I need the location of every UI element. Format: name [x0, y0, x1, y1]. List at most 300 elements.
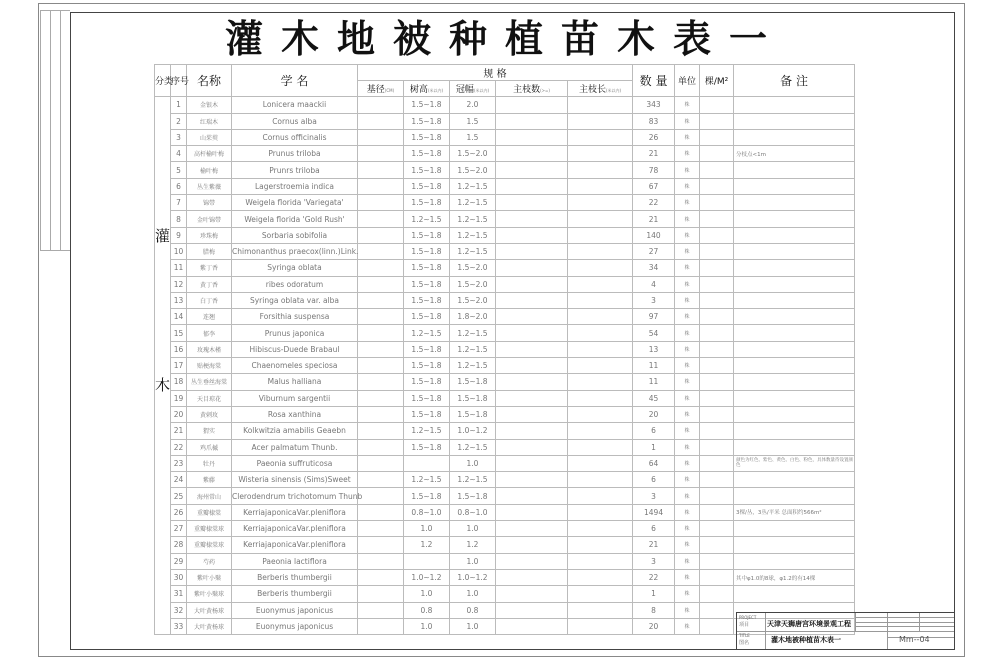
remark-cell: [734, 423, 855, 439]
quantity-cell: 26: [633, 129, 675, 145]
serial-cell: 2: [171, 113, 187, 129]
quantity-cell: 22: [633, 569, 675, 585]
name-cell: 重瓣棣棠: [187, 504, 232, 520]
header-branches: 主枝数(>=): [496, 81, 568, 97]
crown-cell: 1.0: [450, 553, 496, 569]
density-cell: [700, 586, 734, 602]
scientific-name-cell: Sorbaria sobifolia: [232, 227, 358, 243]
diameter-cell: [358, 227, 404, 243]
quantity-cell: 1: [633, 586, 675, 602]
branch-length-cell: [568, 423, 633, 439]
table-row: [155, 292, 855, 308]
serial-cell: 14: [171, 309, 187, 325]
unit-cell: 株: [675, 260, 700, 276]
branch-length-cell: [568, 227, 633, 243]
height-cell: 1.5~1.8: [404, 162, 450, 178]
branch-length-cell: [568, 97, 633, 113]
name-cell: 牡丹: [187, 455, 232, 471]
diameter-cell: [358, 113, 404, 129]
remark-cell: [734, 113, 855, 129]
binding-strip: [40, 10, 70, 250]
density-cell: [700, 243, 734, 259]
unit-cell: 株: [675, 113, 700, 129]
serial-cell: 21: [171, 423, 187, 439]
density-cell: [700, 178, 734, 194]
drawing-number: Mm--04: [899, 635, 930, 644]
density-cell: [700, 195, 734, 211]
height-cell: 1.5~1.8: [404, 358, 450, 374]
branch-length-cell: [568, 129, 633, 145]
height-cell: 1.5~1.8: [404, 243, 450, 259]
remark-cell: 3棵/丛，3丛/平米 总面积约566m²: [734, 504, 855, 520]
crown-cell: 1.2~1.5: [450, 211, 496, 227]
drawing-name: 灌木地被种植苗木表一: [771, 636, 841, 644]
density-cell: [700, 227, 734, 243]
density-cell: [700, 602, 734, 618]
scientific-name-cell: Clerodendrum trichotomum Thunb: [232, 488, 358, 504]
unit-cell: 株: [675, 358, 700, 374]
name-cell: 紫丁香: [187, 260, 232, 276]
serial-cell: 10: [171, 243, 187, 259]
quantity-cell: 343: [633, 97, 675, 113]
serial-cell: 23: [171, 455, 187, 471]
unit-cell: 株: [675, 602, 700, 618]
header-category: 分类: [155, 65, 171, 97]
header-unit: 单位: [675, 65, 700, 97]
table-row: [155, 341, 855, 357]
serial-cell: 32: [171, 602, 187, 618]
serial-cell: 17: [171, 358, 187, 374]
unit-cell: 株: [675, 472, 700, 488]
diameter-cell: [358, 195, 404, 211]
table-row: [155, 260, 855, 276]
diameter-cell: [358, 374, 404, 390]
table-row: [155, 569, 855, 585]
branches-cell: [496, 341, 568, 357]
remark-cell: [734, 276, 855, 292]
height-cell: 1.5~1.8: [404, 146, 450, 162]
name-cell: 金银木: [187, 97, 232, 113]
scientific-name-cell: Cornus alba: [232, 113, 358, 129]
diameter-cell: [358, 358, 404, 374]
table-row: [155, 162, 855, 178]
scientific-name-cell: Syringa oblata: [232, 260, 358, 276]
branches-cell: [496, 358, 568, 374]
density-cell: [700, 260, 734, 276]
table-row: [155, 309, 855, 325]
branch-length-cell: [568, 439, 633, 455]
quantity-cell: 3: [633, 488, 675, 504]
table-row: [155, 276, 855, 292]
branches-cell: [496, 406, 568, 422]
table-row: [155, 325, 855, 341]
diameter-cell: [358, 97, 404, 113]
height-cell: 1.5~1.8: [404, 97, 450, 113]
scientific-name-cell: KerriajaponicaVar.pleniflora: [232, 537, 358, 553]
quantity-cell: 54: [633, 325, 675, 341]
header-quantity: 数 量: [633, 65, 675, 97]
scientific-name-cell: Wisteria sinensis (Sims)Sweet: [232, 472, 358, 488]
branches-cell: [496, 472, 568, 488]
height-cell: 1.0: [404, 618, 450, 634]
scientific-name-cell: Cornus officinalis: [232, 129, 358, 145]
serial-cell: 4: [171, 146, 187, 162]
table-row: [155, 146, 855, 162]
diameter-cell: [358, 521, 404, 537]
remark-cell: [734, 162, 855, 178]
crown-cell: 1.2~1.5: [450, 341, 496, 357]
branches-cell: [496, 569, 568, 585]
diameter-cell: [358, 439, 404, 455]
branch-length-cell: [568, 146, 633, 162]
branches-cell: [496, 423, 568, 439]
crown-cell: 1.2~1.5: [450, 243, 496, 259]
name-cell: 丛生垂丝海棠: [187, 374, 232, 390]
quantity-cell: 21: [633, 211, 675, 227]
quantity-cell: 34: [633, 260, 675, 276]
density-cell: [700, 341, 734, 357]
unit-cell: 株: [675, 504, 700, 520]
table-row: [155, 439, 855, 455]
density-cell: [700, 146, 734, 162]
title-label: 图名: [739, 640, 750, 646]
unit-cell: 株: [675, 97, 700, 113]
table-row: [155, 488, 855, 504]
table-row: [155, 195, 855, 211]
scientific-name-cell: Weigela florida 'Variegata': [232, 195, 358, 211]
branches-cell: [496, 586, 568, 602]
remark-cell: [734, 178, 855, 194]
branch-length-cell: [568, 243, 633, 259]
unit-cell: 株: [675, 488, 700, 504]
branch-length-cell: [568, 537, 633, 553]
remark-cell: [734, 260, 855, 276]
height-cell: 1.2~1.5: [404, 211, 450, 227]
scientific-name-cell: Chaenomeles speciosa: [232, 358, 358, 374]
header-branch-length: 主枝长(米以内): [568, 81, 633, 97]
plant-table: [154, 64, 855, 635]
quantity-cell: 1: [633, 439, 675, 455]
crown-cell: 1.5: [450, 129, 496, 145]
unit-cell: 株: [675, 178, 700, 194]
branch-length-cell: [568, 358, 633, 374]
height-cell: 1.0: [404, 586, 450, 602]
name-cell: 大叶黄杨球: [187, 602, 232, 618]
unit-cell: 株: [675, 521, 700, 537]
remark-cell: [734, 374, 855, 390]
crown-cell: 1.0: [450, 521, 496, 537]
remark-cell: 其中φ1.0的8球，φ1.2的有14棵: [734, 569, 855, 585]
branches-cell: [496, 162, 568, 178]
name-cell: 连翘: [187, 309, 232, 325]
diameter-cell: [358, 618, 404, 634]
serial-cell: 1: [171, 97, 187, 113]
scientific-name-cell: Prunus japonica: [232, 325, 358, 341]
quantity-cell: 67: [633, 178, 675, 194]
crown-cell: 1.0~1.2: [450, 569, 496, 585]
name-cell: 红瑞木: [187, 113, 232, 129]
diameter-cell: [358, 178, 404, 194]
unit-cell: 株: [675, 537, 700, 553]
crown-cell: 2.0: [450, 97, 496, 113]
density-cell: [700, 292, 734, 308]
remark-cell: [734, 243, 855, 259]
serial-cell: 13: [171, 292, 187, 308]
table-row: [155, 97, 855, 113]
height-cell: 1.5~1.8: [404, 227, 450, 243]
header-remark: 备 注: [734, 65, 855, 97]
branches-cell: [496, 390, 568, 406]
serial-cell: 6: [171, 178, 187, 194]
crown-cell: 1.5: [450, 113, 496, 129]
scientific-name-cell: Lagerstroemia indica: [232, 178, 358, 194]
branches-cell: [496, 325, 568, 341]
scientific-name-cell: Euonymus japonicus: [232, 602, 358, 618]
table-row: [155, 406, 855, 422]
serial-cell: 7: [171, 195, 187, 211]
branches-cell: [496, 374, 568, 390]
title-block: [736, 612, 954, 649]
quantity-cell: 20: [633, 618, 675, 634]
scientific-name-cell: Berberis thumbergii: [232, 569, 358, 585]
height-cell: 1.5~1.8: [404, 276, 450, 292]
diameter-cell: [358, 260, 404, 276]
scientific-name-cell: Viburnum sargentii: [232, 390, 358, 406]
density-cell: [700, 390, 734, 406]
unit-cell: 株: [675, 211, 700, 227]
branches-cell: [496, 195, 568, 211]
branch-length-cell: [568, 309, 633, 325]
diameter-cell: [358, 455, 404, 471]
height-cell: 1.0~1.2: [404, 569, 450, 585]
diameter-cell: [358, 504, 404, 520]
quantity-cell: 64: [633, 455, 675, 471]
quantity-cell: 21: [633, 146, 675, 162]
serial-cell: 5: [171, 162, 187, 178]
unit-cell: 株: [675, 292, 700, 308]
remark-cell: [734, 227, 855, 243]
quantity-cell: 13: [633, 341, 675, 357]
unit-cell: 株: [675, 618, 700, 634]
project-label: 项目: [739, 622, 750, 628]
density-cell: [700, 162, 734, 178]
height-cell: [404, 455, 450, 471]
serial-cell: 28: [171, 537, 187, 553]
branch-length-cell: [568, 618, 633, 634]
remark-cell: [734, 537, 855, 553]
scientific-name-cell: Forsithia suspensa: [232, 309, 358, 325]
name-cell: 锦带: [187, 195, 232, 211]
diameter-cell: [358, 309, 404, 325]
remark-cell: [734, 390, 855, 406]
unit-cell: 株: [675, 374, 700, 390]
diameter-cell: [358, 602, 404, 618]
diameter-cell: [358, 129, 404, 145]
unit-cell: 株: [675, 569, 700, 585]
name-cell: 天目琼花: [187, 390, 232, 406]
header-spec: 规 格: [358, 65, 633, 81]
diameter-cell: [358, 472, 404, 488]
branch-length-cell: [568, 178, 633, 194]
name-cell: 金叶锦带: [187, 211, 232, 227]
branch-length-cell: [568, 276, 633, 292]
branch-length-cell: [568, 488, 633, 504]
diameter-cell: [358, 341, 404, 357]
diameter-cell: [358, 276, 404, 292]
crown-cell: 1.0: [450, 455, 496, 471]
height-cell: 0.8~1.0: [404, 504, 450, 520]
name-cell: 黄丁香: [187, 276, 232, 292]
table-row: [155, 586, 855, 602]
remark-cell: [734, 211, 855, 227]
branch-length-cell: [568, 406, 633, 422]
name-cell: 重瓣棣棠球: [187, 521, 232, 537]
remark-cell: 颜色为红色、紫色、黄色、白色、粉色，具体数量待设置颜色: [734, 455, 855, 471]
diameter-cell: [358, 488, 404, 504]
crown-cell: 1.0: [450, 618, 496, 634]
scientific-name-cell: Acer palmatum Thunb.: [232, 439, 358, 455]
name-cell: 高杆榆叶梅: [187, 146, 232, 162]
density-cell: [700, 618, 734, 634]
project-name: 天津天狮唐宫环境景观工程: [767, 620, 851, 628]
unit-cell: 株: [675, 553, 700, 569]
diameter-cell: [358, 292, 404, 308]
branch-length-cell: [568, 390, 633, 406]
serial-cell: 30: [171, 569, 187, 585]
unit-cell: 株: [675, 162, 700, 178]
remark-cell: [734, 129, 855, 145]
quantity-cell: 83: [633, 113, 675, 129]
crown-cell: 1.5~2.0: [450, 292, 496, 308]
serial-cell: 20: [171, 406, 187, 422]
scientific-name-cell: Euonymus japonicus: [232, 618, 358, 634]
unit-cell: 株: [675, 325, 700, 341]
crown-cell: 1.2~1.5: [450, 178, 496, 194]
serial-cell: 24: [171, 472, 187, 488]
branch-length-cell: [568, 292, 633, 308]
height-cell: 1.5~1.8: [404, 195, 450, 211]
branches-cell: [496, 97, 568, 113]
remark-cell: [734, 341, 855, 357]
unit-cell: 株: [675, 406, 700, 422]
table-row: [155, 243, 855, 259]
height-cell: 1.2~1.5: [404, 423, 450, 439]
name-cell: 郁李: [187, 325, 232, 341]
density-cell: [700, 423, 734, 439]
diameter-cell: [358, 146, 404, 162]
scientific-name-cell: Chimonanthus praecox(linn.)Link.: [232, 243, 358, 259]
scientific-name-cell: Weigela florida 'Gold Rush': [232, 211, 358, 227]
remark-cell: [734, 488, 855, 504]
quantity-cell: 27: [633, 243, 675, 259]
name-cell: 鸡爪槭: [187, 439, 232, 455]
name-cell: 猬实: [187, 423, 232, 439]
name-cell: 黄刺玫: [187, 406, 232, 422]
scientific-name-cell: KerriajaponicaVar.pleniflora: [232, 521, 358, 537]
serial-cell: 33: [171, 618, 187, 634]
name-cell: 腊梅: [187, 243, 232, 259]
remark-cell: [734, 309, 855, 325]
quantity-cell: 45: [633, 390, 675, 406]
height-cell: 1.5~1.8: [404, 113, 450, 129]
unit-cell: 株: [675, 227, 700, 243]
table-row: [155, 423, 855, 439]
unit-cell: 株: [675, 309, 700, 325]
header-height: 树高(米以内): [404, 81, 450, 97]
crown-cell: 1.5~1.8: [450, 406, 496, 422]
unit-cell: 株: [675, 586, 700, 602]
unit-cell: 株: [675, 243, 700, 259]
remark-cell: [734, 586, 855, 602]
branches-cell: [496, 129, 568, 145]
height-cell: 1.5~1.8: [404, 309, 450, 325]
branches-cell: [496, 292, 568, 308]
branch-length-cell: [568, 195, 633, 211]
height-cell: 0.8: [404, 602, 450, 618]
branches-cell: [496, 602, 568, 618]
crown-cell: 1.5~1.8: [450, 488, 496, 504]
name-cell: 大叶黄杨球: [187, 618, 232, 634]
serial-cell: 16: [171, 341, 187, 357]
serial-cell: 18: [171, 374, 187, 390]
diameter-cell: [358, 211, 404, 227]
unit-cell: 株: [675, 423, 700, 439]
quantity-cell: 8: [633, 602, 675, 618]
serial-cell: 25: [171, 488, 187, 504]
diameter-cell: [358, 569, 404, 585]
branches-cell: [496, 537, 568, 553]
crown-cell: 1.2~1.5: [450, 325, 496, 341]
table-row: [155, 390, 855, 406]
unit-cell: 株: [675, 390, 700, 406]
crown-cell: 1.2~1.5: [450, 472, 496, 488]
serial-cell: 9: [171, 227, 187, 243]
branches-cell: [496, 113, 568, 129]
crown-cell: 1.5~1.8: [450, 374, 496, 390]
unit-cell: 株: [675, 341, 700, 357]
scientific-name-cell: ribes odoratum: [232, 276, 358, 292]
crown-cell: 1.8~2.0: [450, 309, 496, 325]
name-cell: 紫藤: [187, 472, 232, 488]
unit-cell: 株: [675, 439, 700, 455]
branch-length-cell: [568, 162, 633, 178]
table-row: [155, 113, 855, 129]
density-cell: [700, 455, 734, 471]
name-cell: 丛生紫薇: [187, 178, 232, 194]
table-row: [155, 374, 855, 390]
branches-cell: [496, 260, 568, 276]
density-cell: [700, 553, 734, 569]
header-name: 名称: [187, 65, 232, 97]
height-cell: 1.5~1.8: [404, 260, 450, 276]
branch-length-cell: [568, 586, 633, 602]
crown-cell: 1.5~2.0: [450, 276, 496, 292]
serial-cell: 31: [171, 586, 187, 602]
header-serial: 序号: [171, 65, 187, 97]
height-cell: 1.5~1.8: [404, 341, 450, 357]
height-cell: 1.2~1.5: [404, 325, 450, 341]
height-cell: 1.2~1.5: [404, 472, 450, 488]
table-row: [155, 358, 855, 374]
category-char-1: 灌: [155, 97, 171, 374]
table-row: [155, 455, 855, 471]
name-cell: 白丁香: [187, 292, 232, 308]
height-cell: 1.5~1.8: [404, 390, 450, 406]
quantity-cell: 1494: [633, 504, 675, 520]
scientific-name-cell: Rosa xanthina: [232, 406, 358, 422]
crown-cell: 0.8: [450, 602, 496, 618]
remark-cell: [734, 406, 855, 422]
